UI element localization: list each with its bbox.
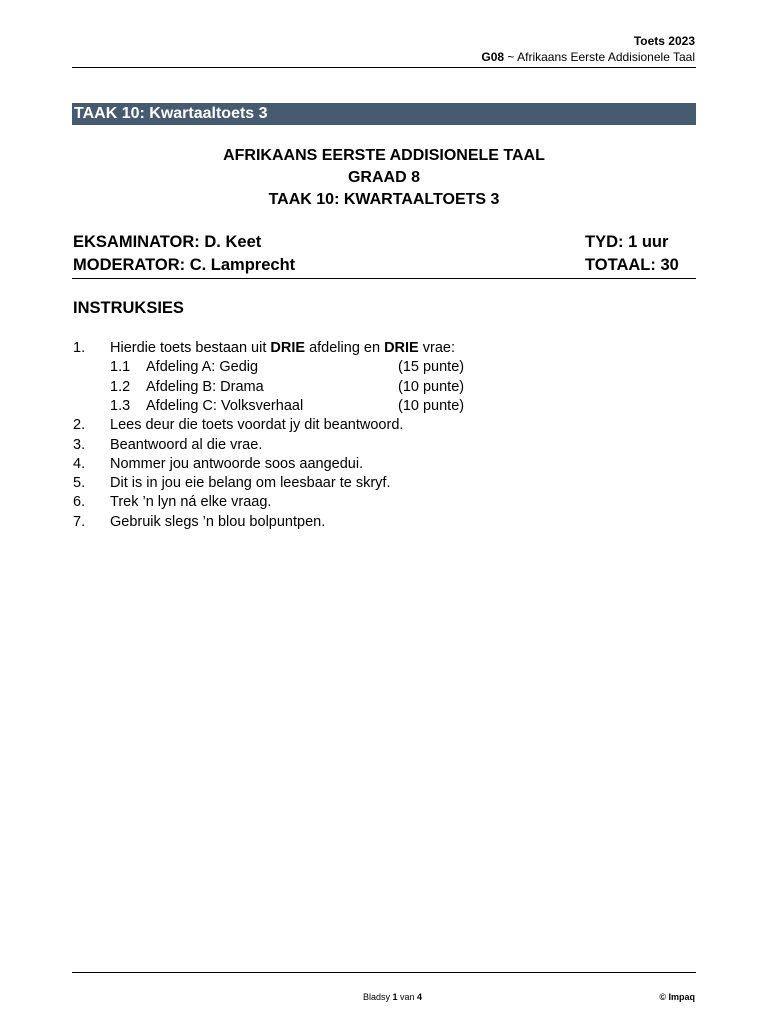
time-allowed: TYD: 1 uur [585,233,669,251]
instruction-text-part: Hierdie toets bestaan uit [110,340,271,356]
instruction-number: 2. [73,417,86,433]
examiner: EKSAMINATOR: D. Keet [73,233,262,251]
instruction-text [110,339,455,358]
header-divider [72,67,696,68]
instruction-text: Dit is in jou eie belang om leesbaar te skryf. [110,475,391,491]
task-banner: TAAK 10: Kwartaaltoets 3 [72,103,696,125]
instruction-number: 3. [73,437,86,453]
instruction-text-part: vrae: [418,340,455,356]
footer-divider [72,972,696,973]
header-subject-text: ~ Afrikaans Eerste Addisionele Taal [504,50,695,64]
page-number: 1 [392,992,398,1002]
title-task: TAAK 10: KWARTAALTOETS 3 [268,191,500,208]
instruction-number: 7. [73,514,86,530]
page-total: 4 [417,992,423,1002]
subitem-number: 1.3 [110,398,131,414]
instruction-number: 5. [73,475,86,491]
instruction-emphasis: DRIE [270,340,306,356]
subitem-label: Afdeling B: Drama [146,379,264,395]
header-year: Toets 2023 [633,34,695,48]
page-prefix: Bladsy [363,992,393,1002]
subitem-points: (10 punte) [398,379,465,395]
copyright: © Impaq [659,992,695,1002]
page-separator: van [397,992,418,1002]
subitem-label: Afdeling C: Volksverhaal [146,398,304,414]
header-subject [481,50,695,65]
instruction-text: Gebruik slegs ’n blou bolpuntpen. [110,514,326,530]
moderator: MODERATOR: C. Lamprecht [73,256,296,274]
instruction-number: 1. [73,340,86,356]
instructions-heading: INSTRUKSIES [73,299,184,317]
page-indicator [363,991,422,1003]
instruction-text: Beantwoord al die vrae. [110,437,263,453]
subitem-label: Afdeling A: Gedig [146,359,259,375]
meta-divider [72,278,696,279]
instruction-text: Trek ’n lyn ná elke vraag. [110,494,272,510]
subitem-points: (15 punte) [398,359,465,375]
title-grade: GRAAD 8 [347,169,420,186]
instruction-text: Nommer jou antwoorde soos aangedui. [110,456,364,472]
instruction-number: 4. [73,456,86,472]
instruction-number: 6. [73,494,86,510]
title-subject: AFRIKAANS EERSTE ADDISIONELE TAAL [223,147,545,164]
instruction-emphasis: DRIE [384,340,419,356]
header-grade-code: G08 [481,50,505,64]
subitem-number: 1.2 [110,379,131,395]
instruction-text-part: afdeling en [305,340,385,356]
subitem-number: 1.1 [110,359,131,375]
instruction-text: Lees deur die toets voordat jy dit beantwoord. [110,417,404,433]
subitem-points: (10 punte) [398,398,465,414]
total-marks: TOTAAL: 30 [585,256,679,274]
